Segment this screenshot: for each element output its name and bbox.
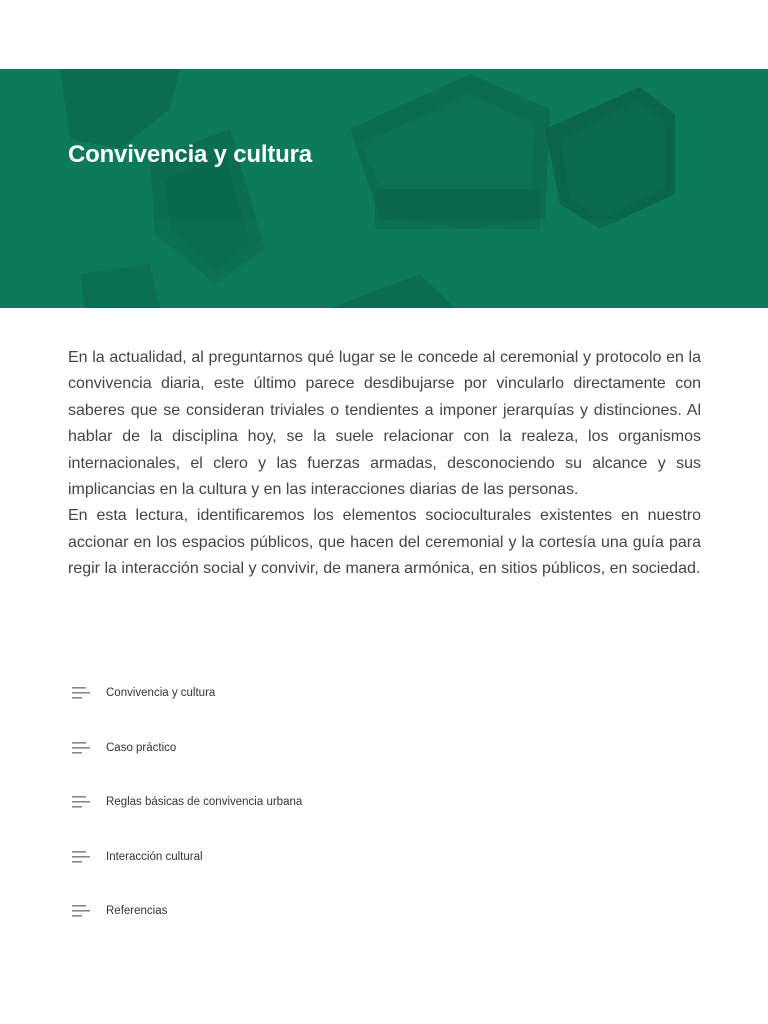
toc-item-convivencia-y-cultura[interactable] (72, 666, 572, 721)
intro-paragraph: En esta lectura, identificaremos los elementos socioculturales existentes en nuestro accionar en los espacios públicos, que hacen del ceremonial y la cortesía una guía para regir la interacción social y convivir, de manera armónica, en sitios públicos, en sociedad. (68, 507, 701, 578)
toc-item-label: Referencias (106, 905, 168, 918)
lines-icon (72, 904, 90, 918)
toc-item-label: Caso práctico (106, 741, 177, 754)
hero-background-image (0, 69, 768, 308)
intro-paragraph: En la actualidad, al preguntarnos qué lugar se le concede al ceremonial y protocolo en la convivencia diaria, este último parece desdibujarse por vincularlo directamente con saberes que se consideran triviales o tendientes a imponer jerarquías y distinciones. Al hablar de la disciplina hoy, se la suele relacionar con la realeza, los organismos internacionales, el clero y las fuerzas armadas, desconociendo su alcance y sus implicancias en la cultura y en las interacciones diarias de las personas. (68, 349, 701, 499)
lines-icon (72, 686, 90, 700)
lines-icon (72, 741, 90, 755)
toc-item-label: Reglas básicas de convivencia urbana (106, 796, 303, 809)
intro-text (68, 345, 701, 583)
lines-icon (72, 795, 90, 809)
toc-item-caso-practico[interactable] (72, 721, 572, 776)
page-title: Convivencia y cultura (68, 141, 312, 168)
hero-banner (0, 69, 768, 308)
lines-icon (72, 850, 90, 864)
toc-item-label: Convivencia y cultura (106, 687, 216, 700)
toc-item-interaccion-cultural[interactable] (72, 830, 572, 885)
toc-item-referencias[interactable] (72, 884, 572, 939)
toc-item-reglas-basicas[interactable] (72, 775, 572, 830)
table-of-contents (72, 666, 572, 939)
toc-item-label: Interacción cultural (106, 850, 203, 863)
